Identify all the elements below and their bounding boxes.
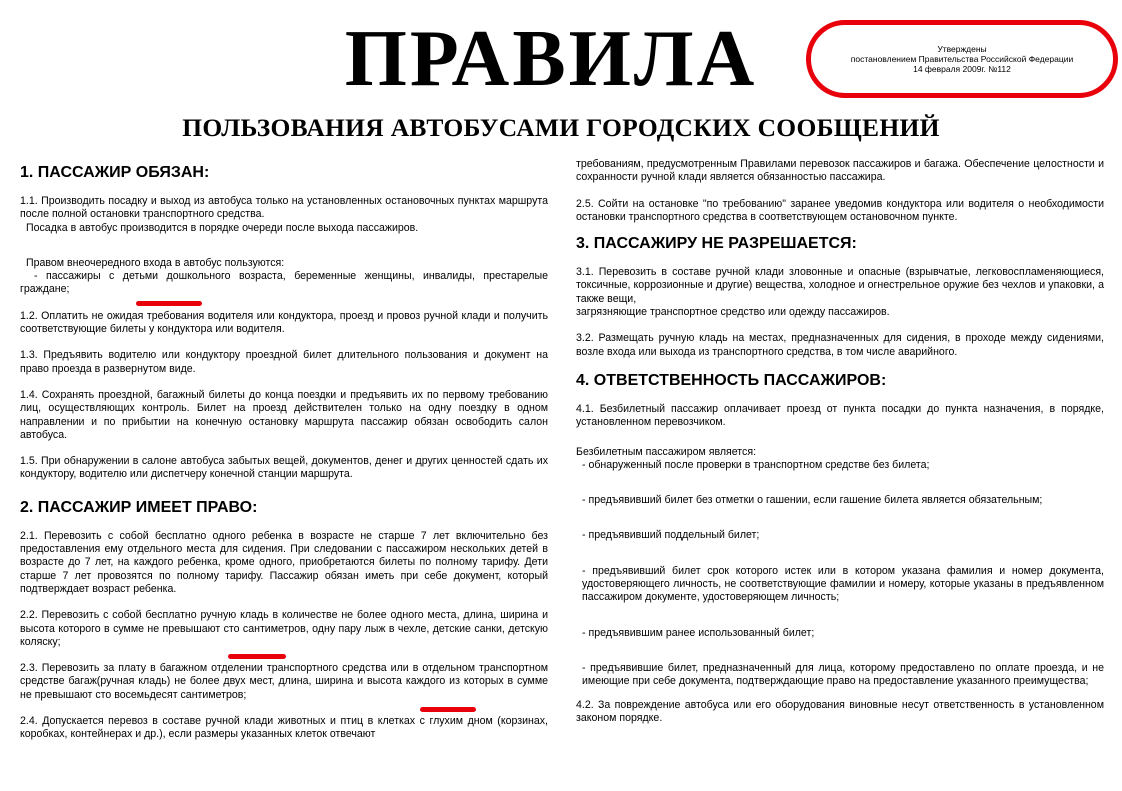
section-1-heading: 1. ПАССАЖИР ОБЯЗАН: — [20, 164, 210, 181]
approval-line-2: постановлением Правительства Российской Федерации — [850, 54, 1074, 64]
section-2-heading: 2. ПАССАЖИР ИМЕЕТ ПРАВО: — [20, 498, 258, 516]
priority-list — [20, 270, 548, 297]
rule-1-4: 1.4. Сохранять проездной, багажный билеты до конца поездки и предъявить их по первому требованию лиц, осуществляющих контроль. Билет на проезд действителен только на одну поездку в одном направлении и по прибытии на конечную остановку маршрута пассажир обязан освободить салон автобуса. — [20, 388, 548, 441]
section-4-heading: 4. ОТВЕТСТВЕННОСТЬ ПАССАЖИРОВ: — [576, 371, 887, 389]
section-3-heading: 3. ПАССАЖИРУ НЕ РАЗРЕШАЕТСЯ: — [576, 235, 857, 253]
rule-2-4: 2.4. Допускается перевоз в составе ручной клади животных и птиц в клетках с глухим дном (корзинах, коробках, контейнерах и др.), если размеры указанных клеток отвечают — [20, 715, 548, 741]
rule-3-2: 3.2. Размещать ручную кладь на местах, предназначенных для сидения, в проходе между сидениями, возле входа или выхода из транспортного средства, в том числе аварийного. — [576, 332, 1104, 358]
rule-1-1-boarding: Посадка в автобус производится в порядке очереди после выхода пассажиров. — [26, 221, 419, 234]
approval-line-3: 14 февраля 2009г. №112 — [913, 64, 1011, 74]
ticketless-item-2: - предъявивший билет без отметки о гашении, если гашение билета является обязательным; — [582, 494, 1043, 507]
rule-2-1: 2.1. Перевозить с собой бесплатно одного ребенка в возрасте не старше 7 лет включительно без предоставления ему отдельного места для сидения. При следовании с пассажиром нескольких детей в возрасте до 7 лет, на каждого ребенка, кроме одного, приобретаются билеты по полному тарифу. Дети старше 7 лет провозятся по полному тарифу. Пассажир обязан иметь при себе документ, который подтверждает возраст ребенка. — [20, 529, 548, 595]
rule-2-5: 2.5. Сойти на остановке "по требованию" заранее уведомив кондуктора или водителя о необходимости остановки транспортного средства в соответствующем остановочном пункте. — [576, 197, 1104, 223]
rule-4-2: 4.2. За повреждение автобуса или его оборудования виновные несут ответственность в установленном законом порядке. — [576, 698, 1104, 724]
left-column — [20, 160, 548, 755]
priority-intro: Правом внеочередного входа в автобус пользуются: — [26, 256, 285, 269]
page-title: ПРАВИЛА — [344, 15, 758, 103]
ticketless-intro: Безбилетным пассажиром является: — [576, 445, 757, 458]
rule-1-3: 1.3. Предъявить водителю или кондуктору проездной билет длительного пользования и документ на право проезда в развернутом виде. — [20, 349, 548, 375]
right-column — [576, 158, 1104, 738]
approval-stamp-outlined — [806, 20, 1118, 98]
document-subtitle: ПОЛЬЗОВАНИЯ АВТОБУСАМИ ГОРОДСКИХ СООБЩЕНИЙ — [182, 113, 940, 142]
rule-2-4-continued: требованиям, предусмотренным Правилами перевозок пассажиров и багажа. Обеспечение целостности и сохранности ручной клади является обязанностью пассажира. — [576, 158, 1104, 184]
red-underline-mark — [420, 707, 476, 712]
rule-3-1: 3.1. Перевозить в составе ручной клади зловонные и опасные (взрывчатые, легковоспламеняющиеся, токсичные, коррозионные и другие) вещества, холодное и огнестрельное оружие без чехлов и упаковки, а также вещи, — [576, 266, 1104, 305]
ticketless-item-6: - предъявившие билет, предназначенный для лица, которому предоставлено по оплате проезда, и не имеющие при себе документа, подтверждающие право на предоставление указанного преимущества; — [582, 661, 1104, 688]
rule-1-2: 1.2. Оплатить не ожидая требования водителя или кондуктора, проезд и провоз ручной клади и получить соответствующие билеты у кондуктора или водителя. — [20, 309, 548, 336]
rule-2-3 — [20, 662, 548, 702]
rule-2-3-text: 2.3. Перевозить за плату в багажном отделении транспортного средства или в отдельном транспортном средстве багаж(ручная кладь) не более двух мест, длина, ширина и высота каждого из которых в сумме не превышают сто восемьдесят сантиметров; — [20, 662, 548, 701]
ticketless-item-1: - обнаруженный после проверки в транспортном средстве без билета; — [582, 458, 930, 471]
ticketless-item-5: - предъявившим ранее использованный билет; — [582, 626, 815, 639]
red-underline-mark — [136, 301, 202, 306]
priority-text: - пассажиры с детьми дошкольного возраста, беременные женщины, инвалиды, престарелые граждане; — [20, 270, 548, 296]
rule-1-1: 1.1. Производить посадку и выход из автобуса только на установленных остановочных пунктах маршрута после полной остановки транспортного средства. — [20, 195, 548, 221]
red-underline-mark — [228, 654, 286, 659]
rule-3-1-cont: загрязняющие транспортное средство или одежду пассажиров. — [576, 306, 890, 319]
rule-4-1: 4.1. Безбилетный пассажир оплачивает проезд от пункта посадки до пункта назначения, в порядке, установленном перевозчиком. — [576, 402, 1104, 429]
approval-line-1: Утверждены — [937, 44, 987, 54]
rule-2-2 — [20, 609, 548, 649]
rule-1-5: 1.5. При обнаружении в салоне автобуса забытых вещей, документов, денег и других ценностей сдать их кондуктору, водителю или диспетчеру конечной станции маршрута. — [20, 455, 548, 481]
ticketless-item-4: - предъявивший билет срок которого истек или в котором указана фамилия и номер документа, удостоверяющего личность, не соответствующие фамилии и номеру, которые указаны в предъявленном пассажиром документе, удостоверяющем личность; — [582, 564, 1104, 604]
ticketless-item-3: - предъявивший поддельный билет; — [582, 529, 760, 542]
rule-2-2-text: 2.2. Перевозить с собой бесплатно ручную кладь в количестве не более одного места, длина, ширина и высота которого в сумме не превышают сто сантиметров, одну пару лыж в чехле, детские санки, детскую коляску; — [20, 609, 548, 648]
